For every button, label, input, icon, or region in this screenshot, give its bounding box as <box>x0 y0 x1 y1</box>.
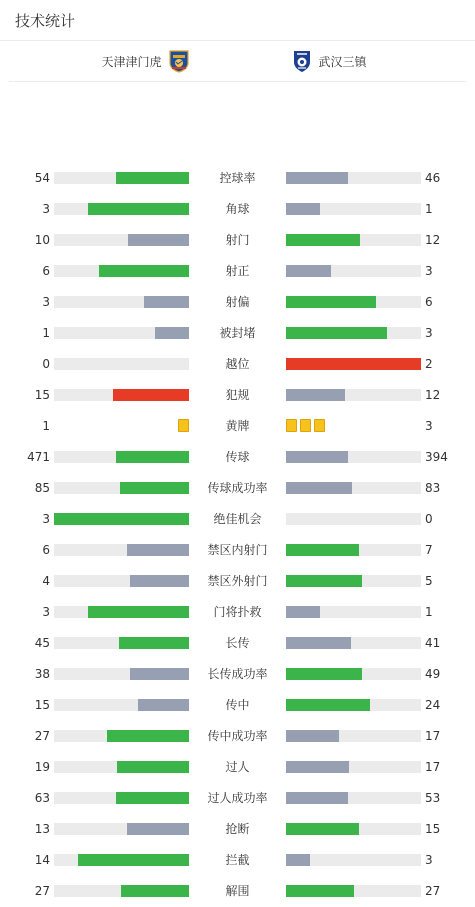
stat-row <box>0 504 475 535</box>
away-stat-value: 6 <box>425 295 433 309</box>
stat-row <box>0 566 475 597</box>
home-bar-fill <box>128 234 189 246</box>
stat-row <box>0 876 475 907</box>
away-bar-track <box>286 637 421 649</box>
stat-label: 被封堵 <box>219 326 256 340</box>
home-stat-value: 471 <box>27 450 50 464</box>
page-title-text: 技术统计 <box>15 11 76 30</box>
away-stat-value: 15 <box>425 822 441 836</box>
team-header <box>9 41 466 82</box>
stat-row <box>0 628 475 659</box>
yellow-card-icon <box>178 419 189 432</box>
home-bar-track <box>54 575 189 587</box>
away-bar-track <box>286 761 421 773</box>
home-yellow-cards <box>178 419 189 432</box>
away-bar-track <box>286 854 421 866</box>
stat-row <box>0 845 475 876</box>
away-stat-value: 3 <box>425 264 433 278</box>
away-stat-value: 394 <box>425 450 448 464</box>
away-bar-fill <box>286 172 348 184</box>
home-bar-track <box>54 358 189 370</box>
home-stat-value: 4 <box>42 574 50 588</box>
home-stat-value: 54 <box>34 171 50 185</box>
away-bar-track <box>286 451 421 463</box>
away-bar-track <box>286 265 421 277</box>
stat-label: 禁区内射门 <box>207 543 268 557</box>
away-stat-value: 46 <box>425 171 441 185</box>
away-stat-value: 17 <box>425 729 441 743</box>
home-bar-fill <box>155 327 189 339</box>
home-bar-track <box>54 389 189 401</box>
away-bar-track <box>286 606 421 618</box>
stat-row <box>0 752 475 783</box>
stat-row <box>0 721 475 752</box>
away-bar-fill <box>286 203 320 215</box>
home-bar-fill <box>116 792 189 804</box>
away-stat-value: 27 <box>425 884 441 898</box>
away-stat-value: 17 <box>425 760 441 774</box>
stat-row <box>0 690 475 721</box>
home-stat-value: 63 <box>34 791 50 805</box>
away-yellow-cards <box>286 419 325 432</box>
away-bar-fill <box>286 637 351 649</box>
home-stat-value: 45 <box>34 636 50 650</box>
home-bar-fill <box>54 513 189 525</box>
away-bar-fill <box>286 389 345 401</box>
stat-row <box>0 287 475 318</box>
away-stat-value: 49 <box>425 667 441 681</box>
stat-label: 越位 <box>225 357 250 371</box>
stat-label: 角球 <box>225 202 250 216</box>
home-bar-fill <box>119 637 189 649</box>
stat-row <box>0 535 475 566</box>
home-stat-value: 15 <box>34 698 50 712</box>
away-bar-track <box>286 730 421 742</box>
away-stat-value: 12 <box>425 233 441 247</box>
page-title <box>0 0 475 41</box>
away-bar-fill <box>286 668 362 680</box>
stat-label: 长传成功率 <box>207 667 268 681</box>
home-stat-value: 13 <box>34 822 50 836</box>
stat-label: 射偏 <box>225 295 250 309</box>
stat-label: 禁区外射门 <box>207 574 268 588</box>
stat-row <box>0 318 475 349</box>
stat-label: 传中 <box>225 698 250 712</box>
away-stat-value: 41 <box>425 636 441 650</box>
away-bar-track <box>286 513 421 525</box>
away-team[interactable] <box>238 49 467 73</box>
away-bar-fill <box>286 451 348 463</box>
stat-label: 传中成功率 <box>207 729 268 743</box>
home-bar-fill <box>144 296 189 308</box>
away-bar-fill <box>286 854 310 866</box>
home-stat-value: 0 <box>42 357 50 371</box>
stat-row <box>0 411 475 442</box>
away-bar-fill <box>286 358 421 370</box>
yellow-card-icon <box>314 419 325 432</box>
home-bar-fill <box>130 575 189 587</box>
home-bar-track <box>54 730 189 742</box>
away-stat-value: 3 <box>425 853 433 867</box>
home-bar-track <box>54 203 189 215</box>
away-bar-track <box>286 575 421 587</box>
stat-label: 过人成功率 <box>207 791 268 805</box>
home-bar-fill <box>117 761 189 773</box>
home-bar-track <box>54 606 189 618</box>
away-bar-fill <box>286 482 352 494</box>
away-bar-fill <box>286 761 349 773</box>
home-stat-value: 1 <box>42 326 50 340</box>
away-team-name: 武汉三镇 <box>318 54 367 69</box>
stat-row <box>0 783 475 814</box>
away-bar-track <box>286 544 421 556</box>
away-stat-value: 1 <box>425 605 433 619</box>
home-bar-track <box>54 172 189 184</box>
home-stat-value: 3 <box>42 202 50 216</box>
home-stat-value: 27 <box>34 884 50 898</box>
home-bar-track <box>54 544 189 556</box>
home-bar-track <box>54 265 189 277</box>
home-bar-fill <box>113 389 189 401</box>
tianjin-jinmen-tiger-badge-icon <box>168 49 190 73</box>
home-bar-fill <box>127 544 189 556</box>
away-bar-fill <box>286 885 354 897</box>
away-bar-track <box>286 172 421 184</box>
home-bar-fill <box>116 451 189 463</box>
home-bar-track <box>54 296 189 308</box>
stat-row <box>0 256 475 287</box>
stat-label: 射门 <box>225 233 250 247</box>
stat-row <box>0 473 475 504</box>
away-bar-fill <box>286 327 387 339</box>
home-bar-track <box>54 761 189 773</box>
home-bar-track <box>54 792 189 804</box>
wuhan-three-towns-badge-icon <box>291 49 313 73</box>
away-stat-value: 3 <box>425 419 433 433</box>
home-stat-value: 1 <box>42 419 50 433</box>
away-stat-value: 24 <box>425 698 441 712</box>
home-bar-fill <box>99 265 189 277</box>
away-bar-fill <box>286 234 360 246</box>
away-bar-track <box>286 699 421 711</box>
away-stat-value: 12 <box>425 388 441 402</box>
home-stat-value: 10 <box>34 233 50 247</box>
stat-label: 黄牌 <box>225 419 250 433</box>
away-bar-track <box>286 358 421 370</box>
home-stat-value: 38 <box>34 667 50 681</box>
home-bar-track <box>54 637 189 649</box>
away-bar-track <box>286 389 421 401</box>
away-bar-track <box>286 668 421 680</box>
away-bar-track <box>286 823 421 835</box>
stat-label: 过人 <box>225 760 250 774</box>
stat-row <box>0 163 475 194</box>
stat-label: 长传 <box>225 636 250 650</box>
home-bar-track <box>54 513 189 525</box>
home-stat-value: 14 <box>34 853 50 867</box>
stat-row <box>0 225 475 256</box>
home-bar-track <box>54 482 189 494</box>
home-bar-fill <box>107 730 189 742</box>
home-bar-fill <box>121 885 189 897</box>
home-bar-fill <box>130 668 189 680</box>
home-stat-value: 3 <box>42 512 50 526</box>
stat-label: 抢断 <box>225 822 250 836</box>
stat-row <box>0 380 475 411</box>
home-bar-track <box>54 668 189 680</box>
home-bar-fill <box>116 172 189 184</box>
away-bar-track <box>286 327 421 339</box>
away-stat-value: 2 <box>425 357 433 371</box>
stat-label: 犯规 <box>225 388 250 402</box>
stat-row <box>0 814 475 845</box>
stat-label: 传球成功率 <box>207 481 268 495</box>
stat-row <box>0 659 475 690</box>
home-stat-value: 27 <box>34 729 50 743</box>
away-bar-fill <box>286 792 348 804</box>
home-bar-track <box>54 823 189 835</box>
away-bar-fill <box>286 730 339 742</box>
away-bar-fill <box>286 265 331 277</box>
away-bar-track <box>286 482 421 494</box>
away-stat-value: 1 <box>425 202 433 216</box>
away-stat-value: 3 <box>425 326 433 340</box>
away-bar-fill <box>286 544 359 556</box>
home-stat-value: 6 <box>42 264 50 278</box>
away-stat-value: 7 <box>425 543 433 557</box>
home-bar-track <box>54 885 189 897</box>
stat-row <box>0 194 475 225</box>
home-stat-value: 15 <box>34 388 50 402</box>
stat-label: 解围 <box>225 884 250 898</box>
yellow-card-icon <box>286 419 297 432</box>
home-bar-fill <box>127 823 189 835</box>
away-bar-track <box>286 792 421 804</box>
away-bar-fill <box>286 699 370 711</box>
home-bar-fill <box>138 699 189 711</box>
yellow-card-icon <box>300 419 311 432</box>
stat-row <box>0 597 475 628</box>
stat-row <box>0 442 475 473</box>
away-stat-value: 83 <box>425 481 441 495</box>
away-bar-track <box>286 234 421 246</box>
stat-label: 门将扑救 <box>213 605 262 619</box>
home-bar-fill <box>88 606 189 618</box>
stat-label: 传球 <box>225 450 250 464</box>
away-bar-track <box>286 296 421 308</box>
home-stat-value: 85 <box>34 481 50 495</box>
away-bar-fill <box>286 823 359 835</box>
stat-label: 拦截 <box>225 853 250 867</box>
away-stat-value: 53 <box>425 791 441 805</box>
home-stat-value: 3 <box>42 605 50 619</box>
stat-label: 射正 <box>225 264 250 278</box>
stat-row <box>0 349 475 380</box>
away-bar-fill <box>286 296 376 308</box>
away-bar-fill <box>286 575 362 587</box>
home-bar-track <box>54 234 189 246</box>
home-stat-value: 6 <box>42 543 50 557</box>
away-bar-track <box>286 885 421 897</box>
away-stat-value: 5 <box>425 574 433 588</box>
home-bar-track <box>54 854 189 866</box>
home-team-name: 天津津门虎 <box>101 54 162 69</box>
home-bar-track <box>54 327 189 339</box>
away-bar-fill <box>286 606 320 618</box>
home-bar-track <box>54 451 189 463</box>
home-stat-value: 19 <box>34 760 50 774</box>
stat-label: 控球率 <box>219 171 256 185</box>
stat-label: 绝佳机会 <box>213 512 262 526</box>
home-bar-track <box>54 699 189 711</box>
home-bar-fill <box>78 854 189 866</box>
away-stat-value: 0 <box>425 512 433 526</box>
home-stat-value: 3 <box>42 295 50 309</box>
home-bar-fill <box>88 203 189 215</box>
away-bar-track <box>286 203 421 215</box>
home-bar-fill <box>120 482 189 494</box>
home-team[interactable] <box>9 49 238 73</box>
